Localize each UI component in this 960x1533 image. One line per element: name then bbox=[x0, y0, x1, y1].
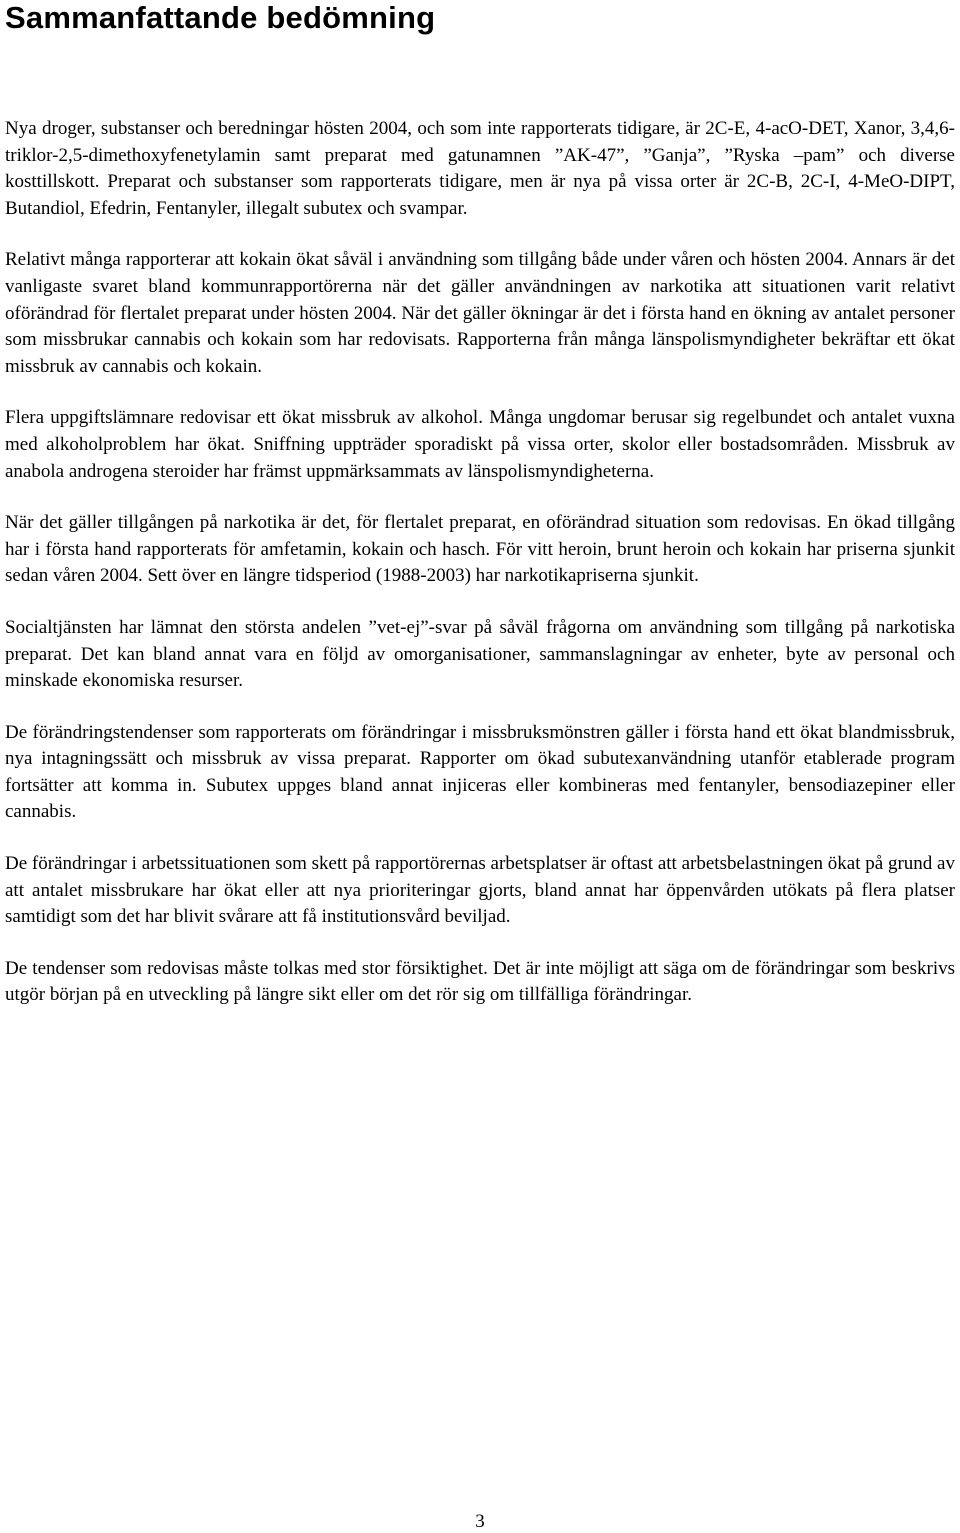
paragraph-new-drugs: Nya droger, substanser och beredningar hösten 2004, och som inte rapporterats tidigare, är 2C-E, 4-acO-DET, Xanor, 3,4,6-triklor-2,5-dimethoxyfenetylamin samt preparat med gatunamnen ”AK-47”, ”Ganja”, ”Ryska –pam” och diverse kosttillskott. Preparat och substanser som rapporterats tidigare, men är nya på vissa orter är 2C-B, 2C-I, 4-MeO-DIPT, Butandiol, Efedrin, Fentanyler, illegalt subutex och svampar. bbox=[5, 118, 955, 219]
paragraph-alcohol: Flera uppgiftslämnare redovisar ett ökat missbruk av alkohol. Många ungdomar berusar sig regelbundet och antalet vuxna med alkoholproblem har ökat. Sniffning uppträder sporadiskt på vissa orter, skolor eller bostadsområden. Missbruk av anabola androgena steroider har främst uppmärksammats av länspolismyndigheterna. bbox=[5, 407, 955, 482]
page-number: 3 bbox=[475, 1511, 485, 1532]
document-page bbox=[5, 0, 955, 1034]
paragraph-caution: De tendenser som redovisas måste tolkas med stor försiktighet. Det är inte möjligt att säga om de förändringar som beskrivs utgör början på en utveckling på längre sikt eller om det rör sig om tillfälliga förändringar. bbox=[5, 957, 955, 1006]
body-text bbox=[5, 116, 955, 1009]
paragraph-availability: När det gäller tillgången på narkotika är det, för flertalet preparat, en oförändrad situation som redovisas. En ökad tillgång har i första hand rapporterats för amfetamin, kokain och hasch. För vitt heroin, brunt heroin och kokain har priserna sjunkit sedan våren 2004. Sett över en längre tidsperiod (1988-2003) har narkotikapriserna sjunkit. bbox=[5, 512, 955, 587]
section-heading: Sammanfattande bedömning bbox=[5, 0, 436, 35]
paragraph-social-services: Socialtjänsten har lämnat den största andelen ”vet-ej”-svar på såväl frågorna om användning som tillgång på narkotiska preparat. Det kan bland annat vara en följd av omorganisationer, sammanslagningar av enheter, byte av personal och minskade ekonomiska resurser. bbox=[5, 616, 955, 692]
paragraph-change-trends: De förändringstendenser som rapporterats om förändringar i missbruksmönstren gäller i första hand ett ökat blandmissbruk, nya intagningssätt och missbruk av vissa preparat. Rapporter om ökad subutexanvändning utanför etablerade program fortsätter att komma in. Subutex uppges bland annat injiceras eller kombineras med fentanyler, bensodiazepiner eller cannabis. bbox=[5, 721, 955, 823]
paragraph-work-situation: De förändringar i arbetssituationen som skett på rapportörernas arbetsplatser är oftast att arbetsbelastningen ökat på grund av att antalet missbrukare har ökat eller att nya prioriteringar gjorts, bland annat har öppenvården utökats på flera platser samtidigt som det har blivit svårare att få institutionsvård beviljad. bbox=[5, 853, 955, 928]
paragraph-cocaine-use: Relativt många rapporterar att kokain ökat såväl i användning som tillgång både under våren och hösten 2004. Annars är det vanligaste svaret bland kommunrapportörerna när det gäller användningen av narkotika att situationen varit relativt oförändrad för flertalet preparat under hösten 2004. När det gäller ökningar är det i första hand en ökning av antalet personer som missbrukar cannabis och kokain som har redovisats. Rapporterna från många länspolismyndigheter bekräftar ett ökat missbruk av cannabis och kokain. bbox=[5, 249, 955, 377]
